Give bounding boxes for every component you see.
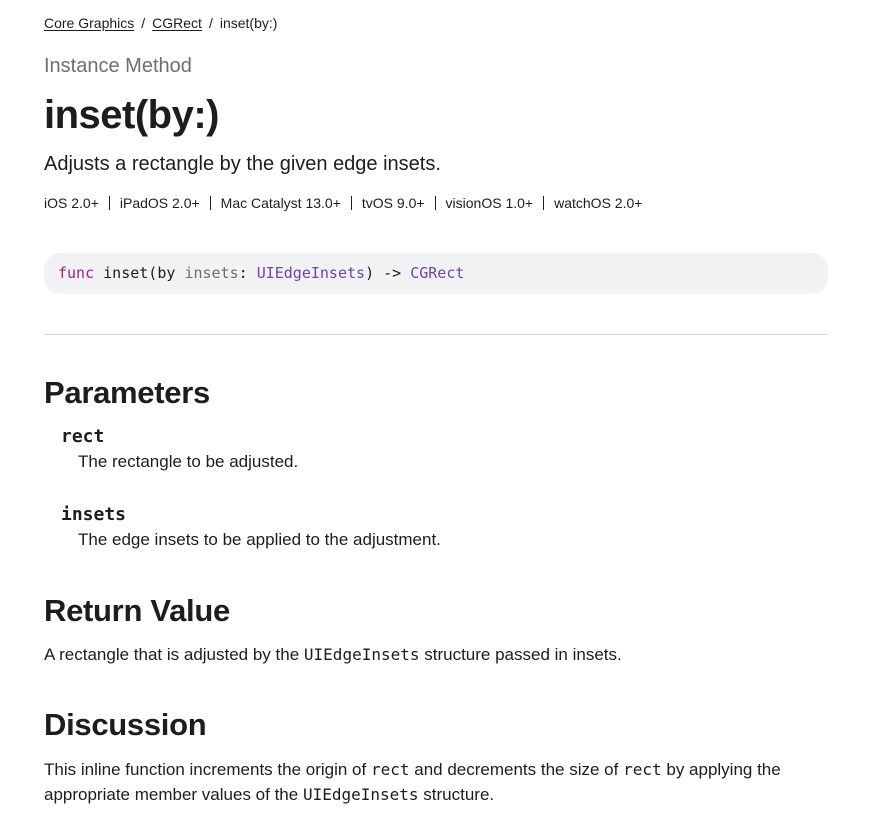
availability-list: [44, 194, 642, 212]
availability-divider: [543, 196, 544, 210]
availability-visionos: visionOS 1.0+: [445, 195, 534, 211]
return-value-code: UIEdgeInsets: [303, 645, 420, 664]
parameter-description-insets: The edge insets to be applied to the adjustment.: [78, 530, 441, 549]
declaration-keyword: func: [58, 264, 95, 282]
availability-tvos: tvOS 9.0+: [361, 195, 425, 211]
discussion-text-part: by applying the appropriate member values of the: [44, 760, 781, 804]
discussion-text: [44, 757, 828, 807]
breadcrumb-link-core-graphics[interactable]: Core Graphics: [44, 15, 135, 31]
declaration-colon: :: [238, 264, 248, 282]
discussion-code-uiedgeinsets: UIEdgeInsets: [302, 785, 419, 804]
declaration-name: inset(by: [103, 264, 176, 282]
discussion-code-rect: rect: [623, 760, 662, 779]
discussion-text-part: This inline function increments the origin of: [44, 760, 367, 779]
availability-mac-catalyst: Mac Catalyst 13.0+: [220, 195, 341, 211]
symbol-kind-eyebrow: Instance Method: [44, 55, 192, 77]
parameter-name-insets: insets: [61, 504, 127, 525]
availability-divider: [109, 196, 110, 210]
abstract: Adjusts a rectangle by the given edge insets.: [44, 153, 441, 175]
declaration-return-type-link[interactable]: CGRect: [410, 264, 465, 282]
availability-watchos: watchOS 2.0+: [554, 195, 643, 211]
breadcrumb: [44, 14, 277, 32]
breadcrumb-separator: /: [208, 15, 213, 31]
return-value-text: [44, 642, 828, 667]
parameter-name-rect: rect: [61, 426, 105, 447]
breadcrumb-separator: /: [141, 15, 146, 31]
declaration-arrow: ) ->: [365, 264, 402, 282]
parameters-heading: Parameters: [44, 375, 210, 410]
availability-ipados: iPadOS 2.0+: [119, 195, 200, 211]
discussion-text-part: structure.: [423, 785, 495, 804]
return-value-text-after: structure passed in insets.: [424, 645, 622, 664]
availability-divider: [210, 196, 211, 210]
availability-ios: iOS 2.0+: [44, 195, 99, 211]
return-value-text-before: A rectangle that is adjusted by the: [44, 645, 300, 664]
breadcrumb-link-cgrect[interactable]: CGRect: [152, 15, 202, 31]
discussion-heading: Discussion: [44, 707, 207, 742]
discussion-code-rect: rect: [370, 760, 410, 779]
declaration-param-label: insets: [184, 264, 239, 282]
declaration-code-block: [44, 253, 828, 294]
declaration-param-type-link[interactable]: UIEdgeInsets: [256, 264, 366, 282]
breadcrumb-current: inset(by:): [219, 15, 278, 31]
page-title: inset(by:): [44, 93, 219, 137]
section-divider: [44, 334, 828, 335]
discussion-text-part: and decrements the size of: [414, 760, 619, 779]
parameter-description-rect: The rectangle to be adjusted.: [78, 452, 299, 471]
availability-divider: [435, 196, 436, 210]
return-value-heading: Return Value: [44, 593, 230, 628]
availability-divider: [351, 196, 352, 210]
